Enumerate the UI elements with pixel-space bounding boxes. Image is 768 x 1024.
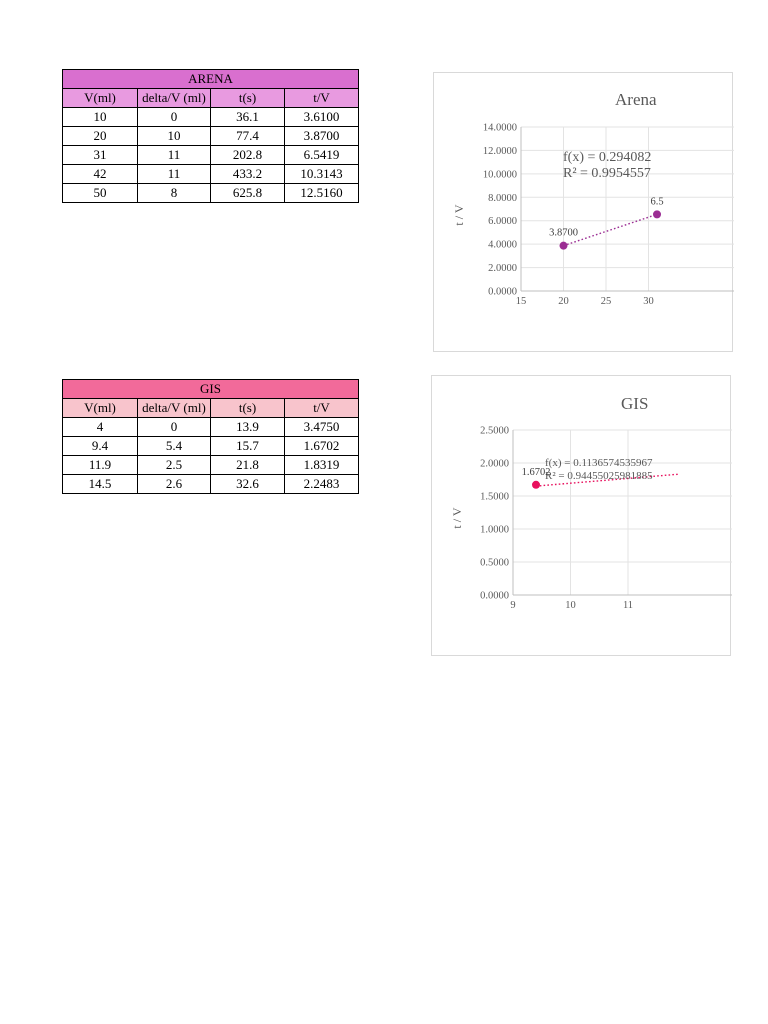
y-tick-label: 2.0000 (488, 263, 517, 275)
cell[interactable]: 2.2483 (285, 475, 359, 494)
data-point (560, 242, 568, 250)
x-tick-label: 30 (643, 296, 654, 307)
header-cell[interactable]: t/V (285, 399, 359, 418)
cell[interactable]: 1.8319 (285, 456, 359, 475)
cell[interactable]: 10 (138, 127, 211, 146)
trendline-r-squared: R² = 0.94455025981885 (545, 470, 653, 482)
arena-header-row (63, 89, 359, 108)
chart-title: GIS (621, 394, 649, 413)
cell[interactable]: 31 (63, 146, 138, 165)
cell[interactable]: 6.5419 (285, 146, 359, 165)
data-label: 3.8700 (549, 227, 578, 239)
cell[interactable]: 9.4 (63, 437, 138, 456)
header-cell[interactable]: delta/V (ml) (138, 399, 211, 418)
trendline-equation: f(x) = 0.1136574535967 (545, 457, 653, 469)
y-tick-label: 0.0000 (480, 590, 509, 602)
table-row (63, 184, 359, 203)
cell[interactable]: 3.6100 (285, 108, 359, 127)
table-row (63, 475, 359, 494)
y-tick-label: 1.0000 (480, 524, 509, 536)
trendline-r-squared: R² = 0.9954557 (563, 166, 651, 181)
data-label: 6.5 (650, 196, 664, 208)
header-cell[interactable]: t(s) (211, 399, 285, 418)
cell[interactable]: 0 (138, 418, 211, 437)
x-tick-label: 11 (622, 600, 634, 611)
y-tick-label: 10.0000 (482, 169, 517, 181)
table-row (63, 127, 359, 146)
y-tick-label: 12.0000 (482, 145, 517, 157)
y-tick-label: 4.0000 (488, 239, 517, 251)
cell[interactable]: 36.1 (211, 108, 285, 127)
data-point (532, 481, 540, 489)
y-tick-label: 0.5000 (480, 557, 509, 569)
cell[interactable]: 21.8 (211, 456, 285, 475)
cell[interactable]: 77.4 (211, 127, 285, 146)
gis-chart-svg (432, 376, 732, 657)
table-row (63, 165, 359, 184)
table-row (63, 146, 359, 165)
x-tick-label: 9 (510, 600, 516, 611)
cell[interactable]: 10 (63, 108, 138, 127)
table-row (63, 456, 359, 475)
y-tick-label: 1.5000 (480, 491, 509, 503)
cell[interactable]: 3.4750 (285, 418, 359, 437)
cell[interactable]: 625.8 (211, 184, 285, 203)
cell[interactable]: 11 (138, 165, 211, 184)
x-tick-label: 25 (600, 296, 612, 307)
cell[interactable]: 15.7 (211, 437, 285, 456)
cell[interactable]: 13.9 (211, 418, 285, 437)
header-cell[interactable]: V(ml) (63, 89, 138, 108)
cell[interactable]: 8 (138, 184, 211, 203)
arena-chart-svg (434, 73, 734, 353)
cell[interactable]: 11.9 (63, 456, 138, 475)
y-axis-label: t / V (452, 204, 466, 226)
gis-chart[interactable] (431, 375, 653, 656)
table-row (63, 437, 359, 456)
cell[interactable]: 0 (138, 108, 211, 127)
cell[interactable]: 14.5 (63, 475, 138, 494)
arena-chart[interactable] (433, 72, 664, 352)
cell[interactable]: 5.4 (138, 437, 211, 456)
cell[interactable]: 3.8700 (285, 127, 359, 146)
cell[interactable]: 11 (138, 146, 211, 165)
header-cell[interactable]: delta/V (ml) (138, 89, 211, 108)
gis-header-row (63, 399, 359, 418)
gis-title-row (63, 380, 359, 399)
gis-table (62, 379, 359, 494)
header-cell[interactable]: V(ml) (63, 399, 138, 418)
cell[interactable]: 433.2 (211, 165, 285, 184)
table-row (63, 418, 359, 437)
y-tick-label: 14.0000 (482, 122, 517, 134)
y-tick-label: 2.5000 (480, 425, 509, 437)
cell[interactable]: 202.8 (211, 146, 285, 165)
header-cell[interactable]: t(s) (211, 89, 285, 108)
arena-chart-frame (433, 72, 733, 352)
arena-title-row (63, 70, 359, 89)
cell[interactable]: 2.6 (138, 475, 211, 494)
x-tick-label: 20 (558, 296, 569, 307)
y-tick-label: 0.0000 (488, 286, 517, 298)
y-tick-label: 6.0000 (488, 216, 517, 228)
cell[interactable]: 50 (63, 184, 138, 203)
gis-title[interactable]: GIS (63, 380, 359, 399)
arena-table (62, 69, 359, 203)
table-row (63, 108, 359, 127)
cell[interactable]: 1.6702 (285, 437, 359, 456)
gis-chart-frame (431, 375, 731, 656)
x-tick-label: 10 (565, 600, 576, 611)
y-tick-label: 8.0000 (488, 192, 517, 204)
cell[interactable]: 12.5160 (285, 184, 359, 203)
y-axis-label: t / V (450, 507, 464, 529)
y-tick-label: 2.0000 (480, 458, 509, 470)
trendline-equation: f(x) = 0.294082 (563, 150, 652, 165)
cell[interactable]: 10.3143 (285, 165, 359, 184)
cell[interactable]: 20 (63, 127, 138, 146)
cell[interactable]: 42 (63, 165, 138, 184)
cell[interactable]: 4 (63, 418, 138, 437)
x-tick-label: 15 (515, 296, 527, 307)
arena-title[interactable]: ARENA (63, 70, 359, 89)
header-cell[interactable]: t/V (285, 89, 359, 108)
chart-title: Arena (615, 90, 657, 109)
data-label: 1.6702 (521, 466, 551, 478)
cell[interactable]: 2.5 (138, 456, 211, 475)
data-point (653, 210, 661, 218)
cell[interactable]: 32.6 (211, 475, 285, 494)
